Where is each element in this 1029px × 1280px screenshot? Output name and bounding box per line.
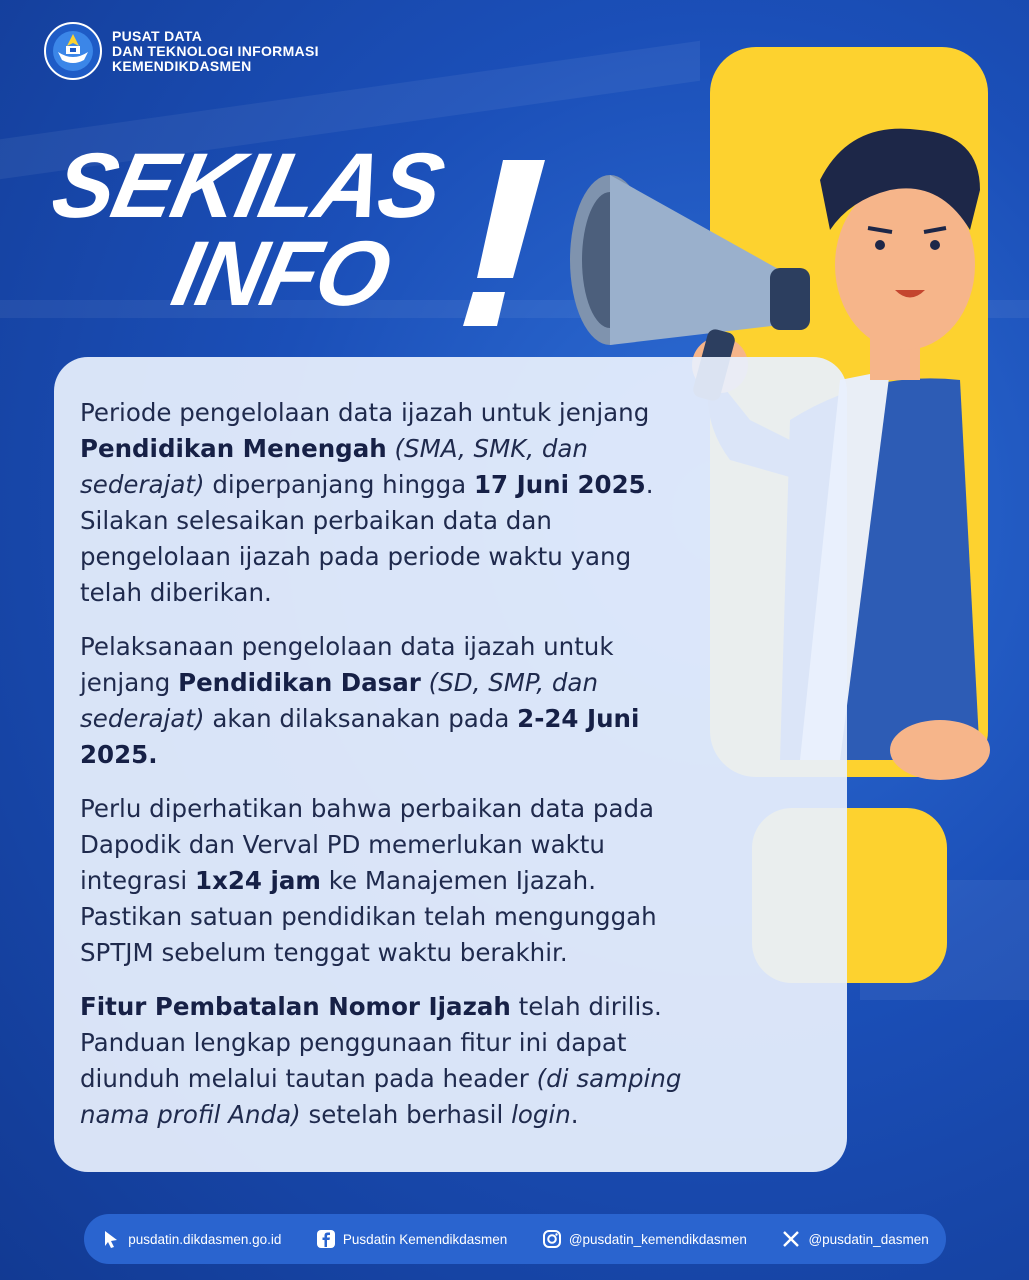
content-body [80,395,700,1151]
tut-wuri-handayani-logo [44,22,102,80]
paragraph-dasar [80,629,700,773]
footer-instagram-text: @pusdatin_kemendikdasmen [568,1231,747,1247]
org-name [112,29,319,74]
p1-bold-date: 17 Juni 2025 [473,470,646,499]
footer-website-text: pusdatin.dikdasmen.go.id [128,1231,282,1247]
p2-text: Pelaksanaan pengelolaan data ijazah untuk jenjang [80,632,614,697]
exclamation-icon [455,160,545,330]
p3-text2: ke Manajemen Ijazah. Pastikan satuan pendidikan telah mengunggah SPTJM sebelum tenggat waktu berakhir. [80,866,657,967]
paragraph-fitur [80,989,700,1133]
p3-bold-duration: 1x24 jam [195,866,321,895]
p4-text2: setelah berhasil [300,1100,512,1129]
p1-bold-level: Pendidikan Menengah [80,434,387,463]
facebook-icon [316,1229,336,1249]
org-name-line3: KEMENDIKDASMEN [112,57,252,74]
org-header [44,22,319,80]
page-title [44,135,451,325]
footer-facebook-link[interactable] [316,1229,507,1249]
p2-bold-level: Pendidikan Dasar [178,668,421,697]
org-name-line2: DAN TEKNOLOGI INFORMASI [112,42,319,59]
paragraph-integrasi [80,791,700,971]
title-line2: INFO [164,223,398,325]
p2-text2: akan dilaksanakan pada [204,704,518,733]
paragraph-menengah [80,395,700,611]
footer-website-link[interactable] [101,1229,281,1249]
p2-bold-date: 2-24 Juni 2025. [80,704,640,769]
instagram-icon [542,1229,562,1249]
p1-italic-schools: (SMA, SMK, dan sederajat) [80,434,588,499]
p3-text: Perlu diperhatikan bahwa perbaikan data pada Dapodik dan Verval PD memerlukan waktu integrasi [80,794,655,895]
p1-text: Periode pengelolaan data ijazah untuk jenjang [80,398,650,427]
footer-bar [84,1214,946,1264]
footer-instagram-link[interactable] [542,1229,747,1249]
p1-text3: . Silakan selesaikan perbaikan data dan pengelolaan ijazah pada periode waktu yang telah diberikan. [80,470,654,607]
x-icon [781,1229,801,1249]
p4-italic-login: login [511,1100,571,1129]
p4-text3: . [570,1100,579,1129]
p4-text: telah dirilis. Panduan lengkap penggunaan fitur ini dapat diunduh melalui tautan pada header [80,992,662,1093]
p4-italic-hint: (di samping nama profil Anda) [80,1064,682,1129]
p2-italic-schools: (SD, SMP, dan sederajat) [80,668,598,733]
footer-x-link[interactable] [781,1229,928,1249]
org-name-line1: PUSAT DATA [112,27,203,44]
title-line1: SEKILAS [44,135,451,237]
cursor-icon [101,1229,121,1249]
footer-facebook-text: Pusdatin Kemendikdasmen [342,1231,508,1247]
footer-x-text: @pusdatin_dasmen [808,1231,929,1247]
p1-text2: diperpanjang hingga [204,470,474,499]
p4-bold-feature: Fitur Pembatalan Nomor Ijazah [80,992,511,1021]
